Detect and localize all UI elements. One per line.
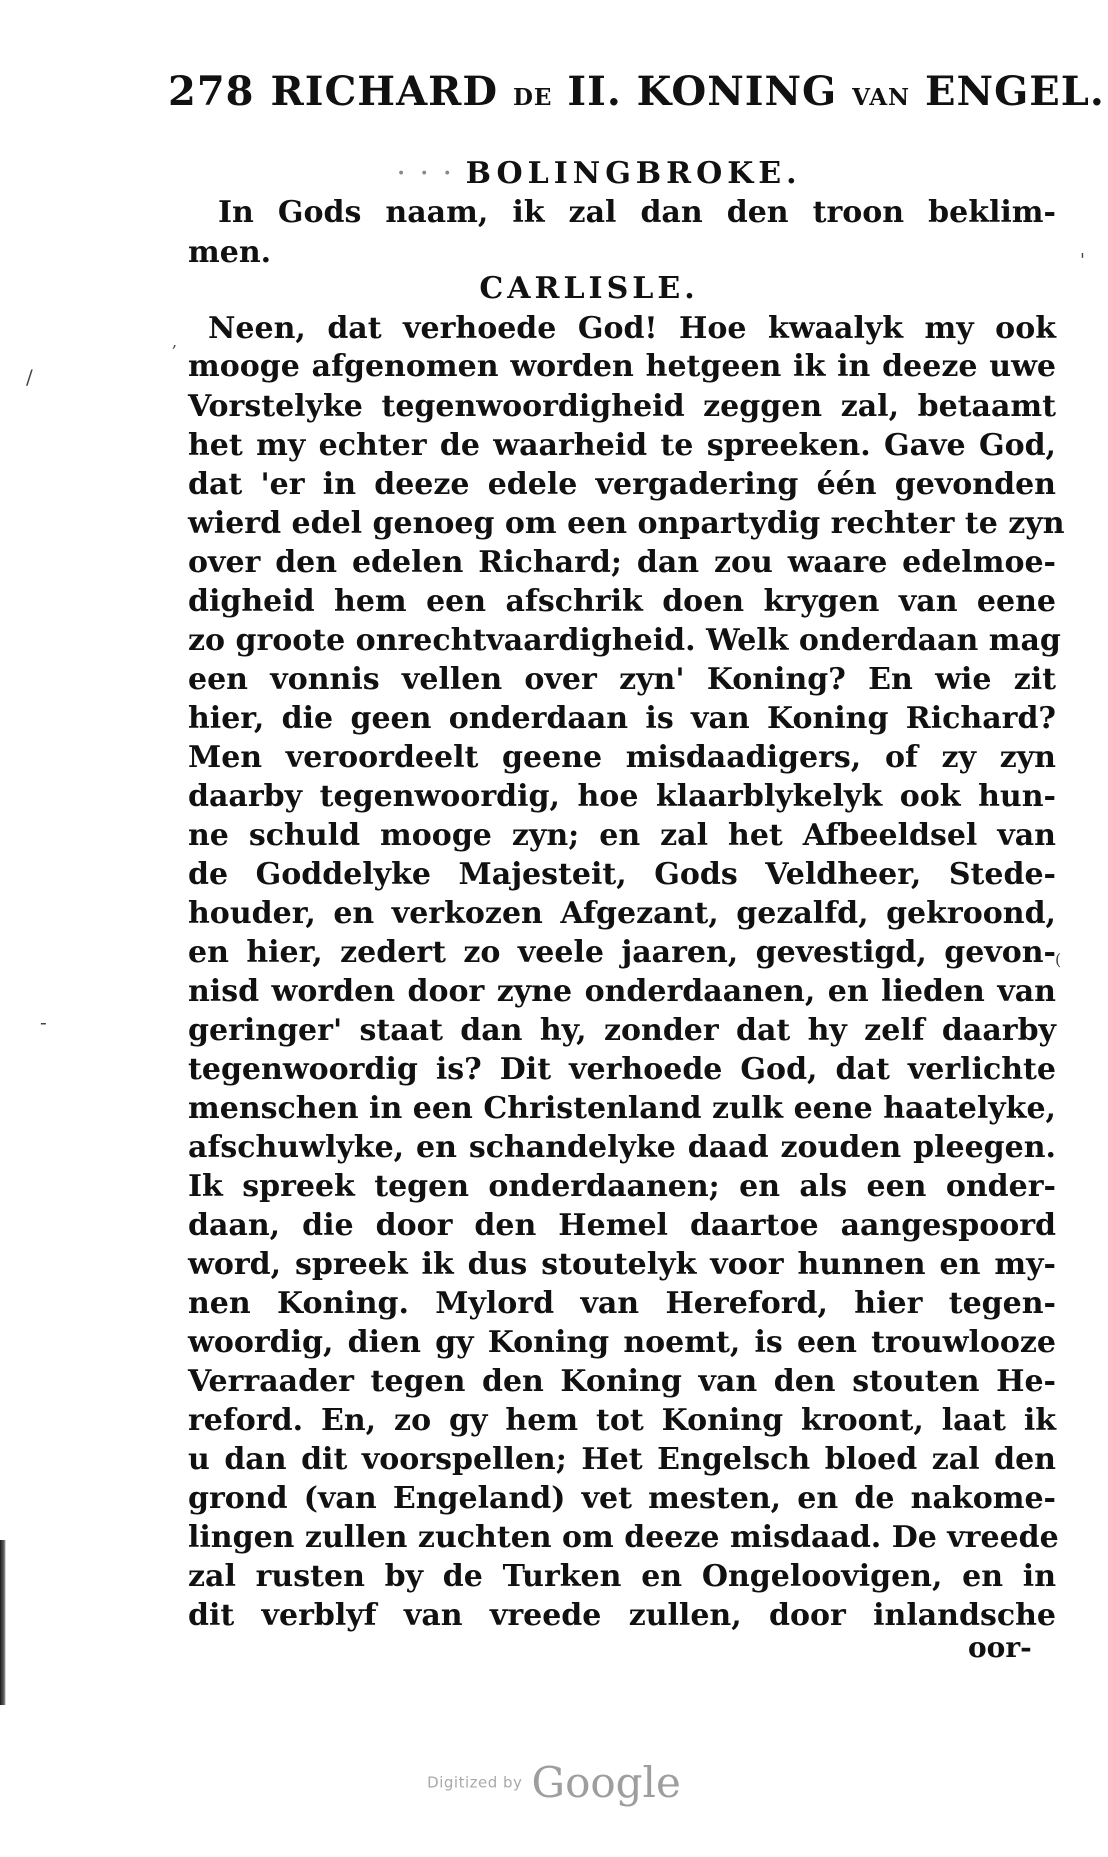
text-line: In Gods naam, ik zal dan den troon beklim-	[218, 195, 1056, 230]
google-logo: Google	[531, 1758, 681, 1807]
text-line: grond (van Engeland) vet mesten, en de nakome-	[188, 1481, 1056, 1516]
text-line: u dan dit voorspellen; Het Engelsch bloed zal den	[188, 1442, 1056, 1477]
running-head-title: II. KONING	[567, 68, 838, 115]
text-line: zal rusten by de Turken en Ongeloovigen, en in	[188, 1559, 1056, 1594]
text-line: mooge afgenomen worden hetgeen ik in deeze uwe	[188, 349, 1056, 384]
text-line: wierd edel genoeg om een onpartydig rechter te zyn	[188, 506, 1065, 541]
text-line: daarby tegenwoordig, hoe klaarblykelyk ook hun-	[188, 779, 1056, 814]
text-line: ne schuld mooge zyn; en zal het Afbeeldsel van	[188, 818, 1056, 853]
text-line: men.	[188, 235, 272, 270]
text-line: digheid hem een afschrik doen krygen van eene	[188, 584, 1056, 619]
running-head-title: RICHARD	[270, 68, 499, 115]
text-line: houder, en verkozen Afgezant, gezalfd, gekroond,	[188, 896, 1056, 931]
text-line: Verraader tegen den Koning van den stouten He-	[188, 1364, 1056, 1399]
running-head-title: VAN	[852, 84, 911, 111]
text-line: en hier, zedert zo veele jaaren, gevestigd, gevon-	[188, 935, 1056, 970]
text-line: de Goddelyke Majesteit, Gods Veldheer, Stede-	[188, 857, 1056, 892]
text-line: nen Koning. Mylord van Hereford, hier tegen-	[188, 1286, 1056, 1321]
speaker-name: CARLISLE.	[479, 271, 699, 306]
text-line: menschen in een Christenland zulk eene haatelyke,	[188, 1091, 1056, 1126]
text-line: afschuwlyke, en schandelyke daad zouden pleegen.	[188, 1130, 1056, 1165]
text-line: Vorstelyke tegenwoordigheid zeggen zal, betaamt	[188, 389, 1056, 424]
text-line: hier, die geen onderdaan is van Koning Richard?	[188, 701, 1056, 736]
text-line: geringer' staat dan hy, zonder dat hy zelf daarby	[188, 1013, 1056, 1048]
speaker-heading	[0, 154, 1108, 194]
text-line: Ik spreek tegen onderdaanen; en als een onder-	[188, 1169, 1056, 1204]
speaker-name: BOLINGBROKE.	[465, 156, 802, 191]
text-line: Men veroordeelt geene misdaadigers, of zy zyn	[188, 740, 1056, 775]
text-line: dat 'er in deeze edele vergadering één gevonden	[188, 467, 1056, 502]
page-number: 278	[168, 68, 255, 115]
text-line: nisd worden door zyne onderdaanen, en lieden van	[188, 974, 1056, 1009]
catchword: oor-	[968, 1631, 1032, 1664]
text-line: word, spreek ik dus stoutelyk voor hunnen en my-	[188, 1247, 1056, 1282]
text-line: Neen, dat verhoede God! Hoe kwaalyk my ook	[208, 311, 1056, 346]
running-head-title: ENGEL.	[925, 68, 1105, 115]
digitization-footer	[0, 1758, 1108, 1807]
text-line: tegenwoordig is? Dit verhoede God, dat verlichte	[188, 1052, 1056, 1087]
text-line: lingen zullen zuchten om deeze misdaad. De vreede	[188, 1520, 1059, 1555]
running-head-title: DE	[512, 84, 553, 111]
scan-mark: /	[26, 365, 33, 389]
text-line: woordig, dien gy Koning noemt, is een trouwlooze	[188, 1325, 1056, 1360]
digitized-by-label: Digitized by	[427, 1773, 523, 1792]
scan-mark: (	[1055, 950, 1062, 969]
ornament-dots: · · ·	[396, 156, 466, 191]
text-line: daan, die door den Hemel daartoe aangespoord	[188, 1208, 1056, 1243]
text-line: zo groote onrechtvaardigheid. Welk onderdaan mag	[188, 623, 1061, 658]
text-line: het my echter de waarheid te spreeken. Gave God,	[188, 428, 1056, 463]
text-line: een vonnis vellen over zyn' Koning? En wie zit	[188, 662, 1056, 697]
page-edge-shadow	[0, 1540, 6, 1705]
scan-mark: ,	[172, 332, 178, 351]
text-line: dit verblyf van vreede zullen, door inlandsche	[188, 1598, 1056, 1633]
text-line: reford. En, zo gy hem tot Koning kroont, laat ik	[188, 1403, 1056, 1438]
scan-mark: '	[1080, 250, 1085, 271]
speaker-heading	[0, 269, 1108, 309]
text-line: over den edelen Richard; dan zou waare edelmoe-	[188, 545, 1056, 580]
running-head	[168, 62, 1105, 128]
scan-mark: -	[40, 1010, 47, 1034]
